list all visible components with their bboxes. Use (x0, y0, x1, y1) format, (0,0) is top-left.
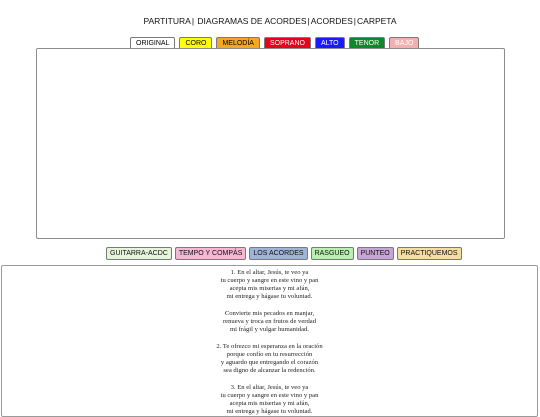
lyric-line: tu cuerpo y sangre en este vino y pan (220, 392, 319, 399)
nav-partitura[interactable]: PARTITURA (143, 16, 191, 26)
top-navigation (0, 16, 540, 26)
lyric-line: acepta mis miserias y mi afán, (229, 400, 310, 407)
nav-separator: | (307, 16, 310, 26)
lyric-line: acepta mis miserias y mi afán, (229, 285, 310, 292)
lyric-line: porque confío en tu resurrección (226, 351, 313, 358)
nav-diagramas-de-acordes[interactable]: DIAGRAMAS DE ACORDES (197, 16, 307, 26)
lyric-line: sea digno de alcanzar la redención. (223, 367, 316, 374)
nav-acordes[interactable]: ACORDES (310, 16, 353, 26)
lyric-line: mi entrega y hágase tu voluntad. (226, 293, 313, 300)
stanza-1 (2, 269, 537, 301)
stanza-refrain (2, 310, 537, 334)
voice-button-tenor[interactable]: TENOR (349, 37, 386, 50)
lyric-line: 3. En el altar, Jesús, te veo ya (230, 384, 309, 391)
stanza-3 (2, 384, 537, 416)
lyric-line: tu cuerpo y sangre en este vino y pan (220, 277, 319, 284)
tool-button-guitarra-acdc[interactable]: GUITARRA-ACDC (106, 247, 172, 260)
lyric-line: Convierte mis pecados en manjar, (224, 310, 315, 317)
nav-separator: | (353, 16, 357, 26)
nav-separator: | (191, 16, 195, 26)
voice-button-bajo[interactable]: BAJO (389, 37, 419, 50)
voice-button-original[interactable]: ORIGINAL (130, 37, 175, 50)
nav-carpeta[interactable]: CARPETA (357, 16, 397, 26)
lyric-line: mi frágil y vulgar humanidad. (230, 326, 309, 333)
lyric-line: 1. En el altar, Jesús, te veo ya (230, 269, 309, 276)
lyric-line: mi entrega y hágase tu voluntad. (226, 408, 313, 415)
lyric-line: y aguardo que entregando el corazón (220, 359, 319, 366)
tools-bar (106, 247, 462, 260)
tool-button-practiquemos[interactable]: PRACTIQUEMOS (397, 247, 462, 260)
stanza-2 (2, 343, 537, 375)
tool-button-los-acordes[interactable]: LOS ACORDES (249, 247, 307, 260)
tool-button-tempo-y-compas[interactable]: TEMPO Y COMPÁS (175, 247, 247, 260)
voice-button-coro[interactable]: CORO (179, 37, 212, 50)
tool-button-rasgueo[interactable]: RASGUEO (311, 247, 354, 260)
lyric-line: renueva y troca en frutos de verdad (222, 318, 316, 325)
voice-button-melodia[interactable]: MELODÍA (216, 37, 260, 50)
tool-button-punteo[interactable]: PUNTEO (357, 247, 394, 260)
voice-button-soprano[interactable]: SOPRANO (264, 37, 311, 50)
lyrics-panel (1, 265, 538, 417)
score-display-panel (36, 48, 505, 239)
lyric-line: 2. Te ofrezco mi esperanza en la oración (216, 343, 323, 350)
voice-button-alto[interactable]: ALTO (315, 37, 345, 50)
